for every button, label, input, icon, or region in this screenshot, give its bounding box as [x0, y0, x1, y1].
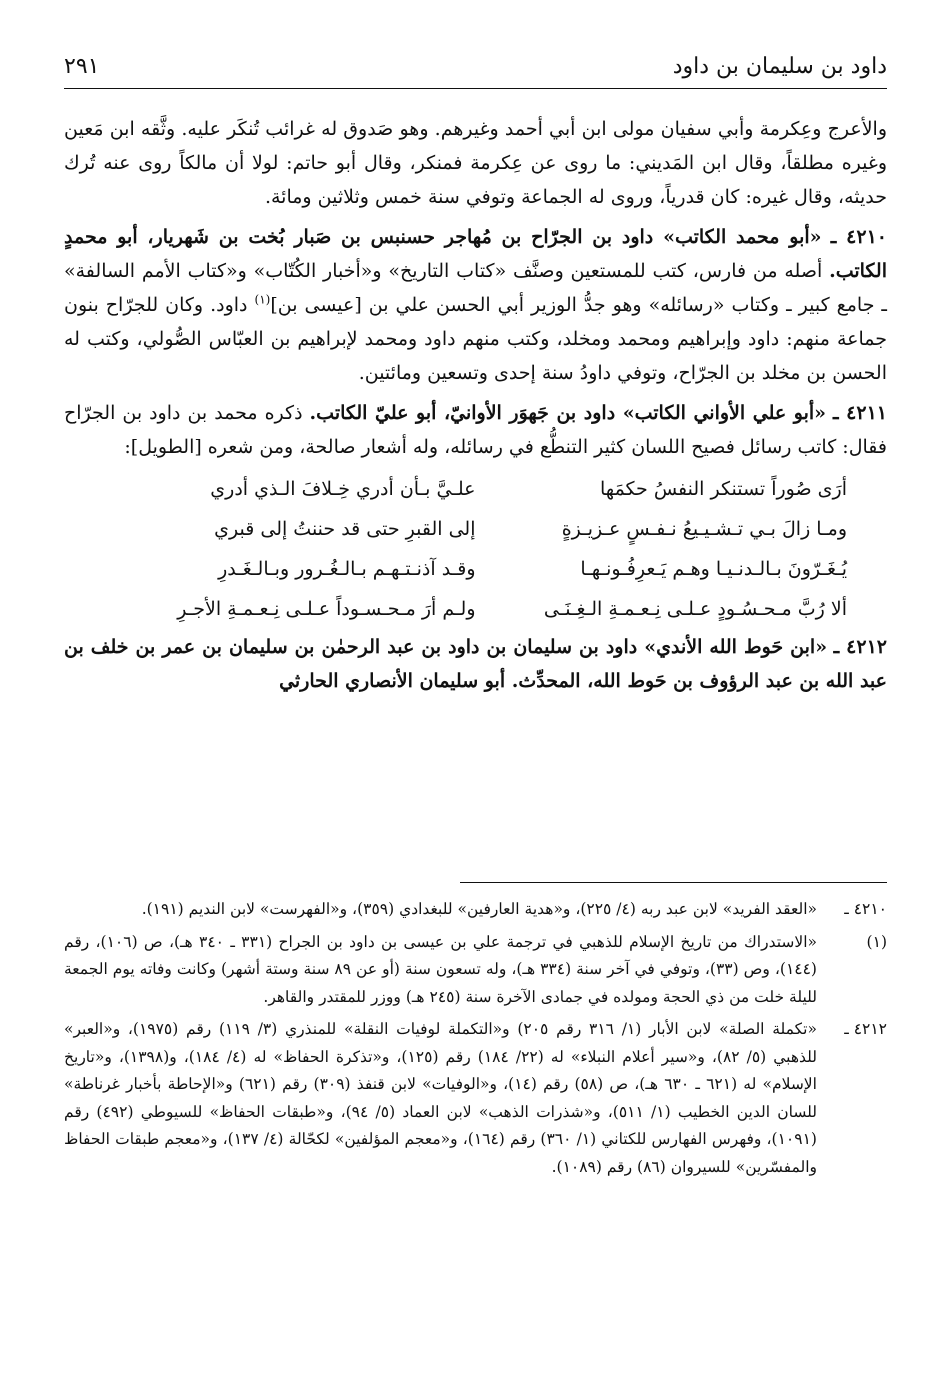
entry-text: أصله من فارس، كتب للمستعين وصنَّف «كتاب التاريخ» و«أخبار الكُتّاب» و«كتاب الأمم السالفة» ـ جامع كبير ـ وكتاب «رسائله» وهو جدُّ الوزير أبي الحسن علي بن [عيسى بن]	[64, 260, 888, 316]
entry-heading: «أبو علي الأواني الكاتب» داود بن جَهوَر الأوانيّ، أبو عليّ الكاتب.	[309, 402, 827, 424]
verse-first-hemistich: أرَى صُوراً تستنكر النفسُ حكمَها	[600, 478, 847, 500]
footnote-text: «العقد الفريد» لابن عبد ربه (٤/ ٢٢٥)، و«هدية العارفين» للبغدادي (٣٥٩)، و«الفهرست» لابن النديم (١٩١).	[141, 900, 817, 918]
entry-heading: «أبو محمد الكاتب» داود بن الجرّاح بن مُهاجر حسنبس بن صَبار بُخت بن شَهريار، أبو محمدٍ الكاتب.	[64, 226, 887, 282]
verse-second-hemistich: إلى القبرِ حتى قد حننتُ إلى قبري	[214, 518, 476, 540]
entry-4211	[64, 396, 887, 464]
page-number: ٢٩١	[64, 54, 100, 79]
verse-second-hemistich: وقـد آذنـتـهـم بـالـغُـرور وبـالـغَـدرِ	[218, 558, 476, 580]
verse-line	[64, 510, 887, 548]
footnote-ref[interactable]: (١)	[254, 292, 271, 307]
main-text	[64, 112, 887, 704]
footnote-divider	[460, 882, 887, 883]
footnote-text: «تكملة الصلة» لابن الأبار (١/ ٣١٦ رقم ٢٠٥) و«التكملة لوفيات النقلة» للمنذري (٣/ ١١٩) رقم (١٩٧٥)، و«العبر» للذهبي (٥/ ٨٢)، و«سير أعلام النبلاء» له (٢٢/ ١٨٤) رقم (١٢٥)، و«تذكرة الحفاظ» له (٤/ ١٨٤)، و(١٣٩٨)، و«تاريخ الإسلام» له (٦٢١ ـ ٦٣٠ هـ)، ص (٥٨) رقم (١٤)، و«الوفيات» لابن قنفذ (٣٠٩) رقم (٦٢١) و«الإحاطة بأخبار غرناطة» للسان الدين الخطيب (١/ ٥١١)، و«شذرات الذهب» لابن العماد (٥/ ٩٤)، و«طبقات الحفاظ» للسيوطي (٤٩٢) رقم (١٠٩١)، وفهرس الفهارس للكتاني (١/ ٣٦٠) رقم (١٦٤)، و«معجم المؤلفين» لكحّالة (٤/ ١٣٧)، و«معجم طبقات الحفاظ والمفسّرين» للسيروان (٨٦) رقم (١٠٨٩).	[64, 1020, 818, 1176]
entry-number: ٤٢١٠ ـ	[830, 226, 887, 248]
entry-number: ٤٢١٢ ـ	[833, 636, 887, 658]
verse-second-hemistich: ولـم أرَ مـحـسـوداً عـلـى نِـعـمـةِ الأجـرِ	[177, 598, 476, 620]
verse-line	[64, 470, 887, 508]
verse-second-hemistich: علـيَّ بـأن أدري خِـلافَ الـذي أدري	[210, 478, 476, 500]
footnote-text: «الاستدراك من تاريخ الإسلام للذهبي في ترجمة علي بن عيسى بن داود بن الجراح (٣٣١ ـ ٣٤٠ هـ)، ص (١٠٦)، رقم (١٤٤)، وص (٣٣)، وتوفي في آخر سنة (٣٣٤ هـ)، وله تسعون سنة (أو عن ٨٩ سنة وستة أشهر) وكانت وفاته يوم الجمعة لليلة خلت من ذي الحجة ومولده في جمادى الآخرة سنة (٢٤٥ هـ) ووزر للمقتدر والقاهر.	[64, 932, 817, 1006]
paragraph-continuation: والأعرج وعِكرمة وأبي سفيان مولى ابن أبي أحمد وغيرهم. وهو صَدوق له غرائب تُنكَر عليه. وثَّقه ابن مَعين وغيره مطلقاً، وقال ابن المَديني: ما روى عن عِكرمة فمنكر، وقال أبو حاتم: لولا أن مالكاً روى عنه تُرك حديثه، وقال غيره: كان قدرياً، وروى له الجماعة وتوفي سنة خمس وثلاثين ومائة.	[64, 118, 887, 208]
footnote-label: ٤٢١٢ ـ	[844, 1020, 887, 1038]
header-title: داود بن سليمان بن داود	[672, 54, 887, 79]
footnote	[64, 1016, 887, 1181]
footnote-label: (١)	[866, 932, 887, 951]
entry-text: ذكره محمد بن داود بن الجرّاح فقال: كاتب رسائل فصيح اللسان كثير التنطُّع في رسائله، وله أشعار صالحة، ومن شعره [الطويل]:	[64, 402, 887, 458]
verse-line	[64, 550, 887, 588]
entry-text: داود. وكان للجرّاح بنون جماعة منهم: داود وإبراهيم ومحمد ومخلد، وكتب منهم داود ومحمد لإبراهيم بن العبّاس الصُّولي، وكتب له الحسن بن مخلد بن الجرّاح، وتوفي داودُ سنة إحدى وتسعين ومائتين.	[64, 294, 887, 384]
verse-first-hemistich: ومـا زالَ بـي تـشـيـيعُ نـفـسٍ عـزيـزةٍ	[561, 518, 847, 540]
footnote-label: ٤٢١٠ ـ	[844, 900, 887, 918]
entry-4210	[64, 220, 887, 390]
verse-first-hemistich: ألا رُبَّ مـحـسُـودٍ عـلـى نِـعـمـةِ الـغِـنَـى	[543, 598, 847, 620]
poem	[64, 470, 887, 628]
running-header	[64, 54, 887, 89]
footnote	[64, 896, 887, 924]
verse-line	[64, 590, 887, 628]
entry-number: ٤٢١١ ـ	[833, 402, 887, 424]
entry-heading: «ابن حَوط الله الأندي» داود بن سليمان بن داود بن عبد الرحمٰن بن سليمان بن عمر بن خلف بن عبد الله بن عبد الرؤوف بن حَوط الله، المحدِّث. أبو سليمان الأنصاري الحارثي	[64, 636, 887, 692]
entry-4212	[64, 630, 887, 698]
verse-first-hemistich: يُـغَـرّونَ بـالـدنـيـا وهـم يَـعرِفُـونـهـا	[580, 558, 847, 580]
footnotes	[64, 896, 887, 1186]
footnote	[64, 929, 887, 1012]
